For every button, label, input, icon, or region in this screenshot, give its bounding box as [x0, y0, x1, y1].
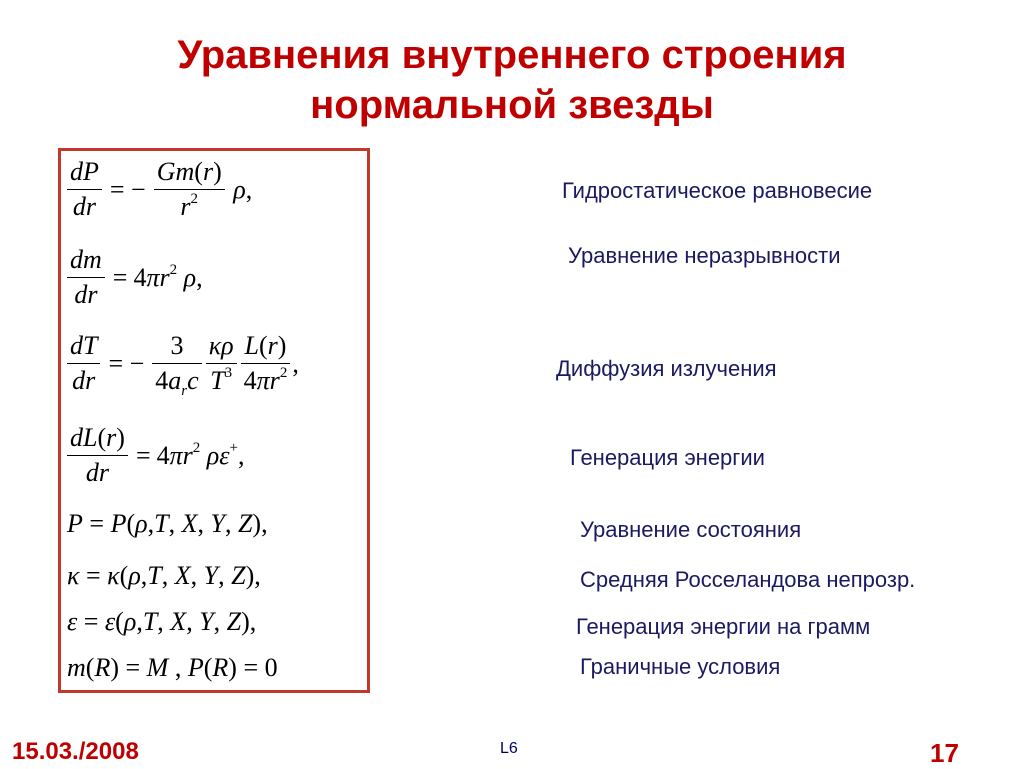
desc-energy-per-gram: Генерация энергии на грамм: [576, 614, 871, 639]
equation-boundary-conditions: m(R) = M , P(R) = 0: [67, 653, 278, 682]
desc-continuity: Уравнение неразрывности: [568, 243, 841, 268]
equation-radiative-diffusion: $\frac{dT}{dr}$ = − $\frac{3}{4a_rc}$ $\frac{\kappa\rho}{T^3}$ $\frac{L(r)}{4\pi r^2}$ ,: [65, 329, 299, 398]
desc-opacity: Средняя Росселандова непрозр.: [580, 567, 916, 592]
equation-opacity: κ = κ(ρ,T, X, Y, Z),: [67, 561, 261, 590]
equation-hydrostatic: $\frac{dP}{dr}$ = − $\frac{Gm(r)}{r^2}$ ρ,: [65, 155, 252, 224]
desc-energy-generation: Генерация энергии: [570, 445, 765, 470]
equation-energy-per-gram: ε = ε(ρ,T, X, Y, Z),: [67, 607, 257, 636]
desc-radiative-diffusion: Диффузия излучения: [556, 356, 777, 381]
desc-equation-of-state: Уравнение состояния: [580, 517, 802, 542]
slide-title: [0, 30, 1024, 130]
title-line-2: нормальной звезды: [310, 83, 714, 127]
desc-hydrostatic: Гидростатическое равновесие: [562, 178, 873, 203]
footer-page-number: 17: [930, 738, 959, 768]
footer-date: 15.03./2008: [12, 738, 139, 765]
desc-boundary-conditions: Граничные условия: [580, 654, 781, 679]
equation-energy-generation: $\frac{dL(r)}{dr}$ = $4\pi r^2$ ρε+,: [65, 421, 244, 490]
equation-continuity: $\frac{dm}{dr}$ = $4\pi r^2$ ρ,: [65, 243, 203, 312]
equations-box: [58, 148, 370, 693]
title-line-1: Уравнения внутреннего строения: [177, 33, 847, 77]
equation-of-state: P = P(ρ,T, X, Y, Z),: [67, 509, 268, 538]
footer-lecture: L6: [500, 740, 518, 757]
